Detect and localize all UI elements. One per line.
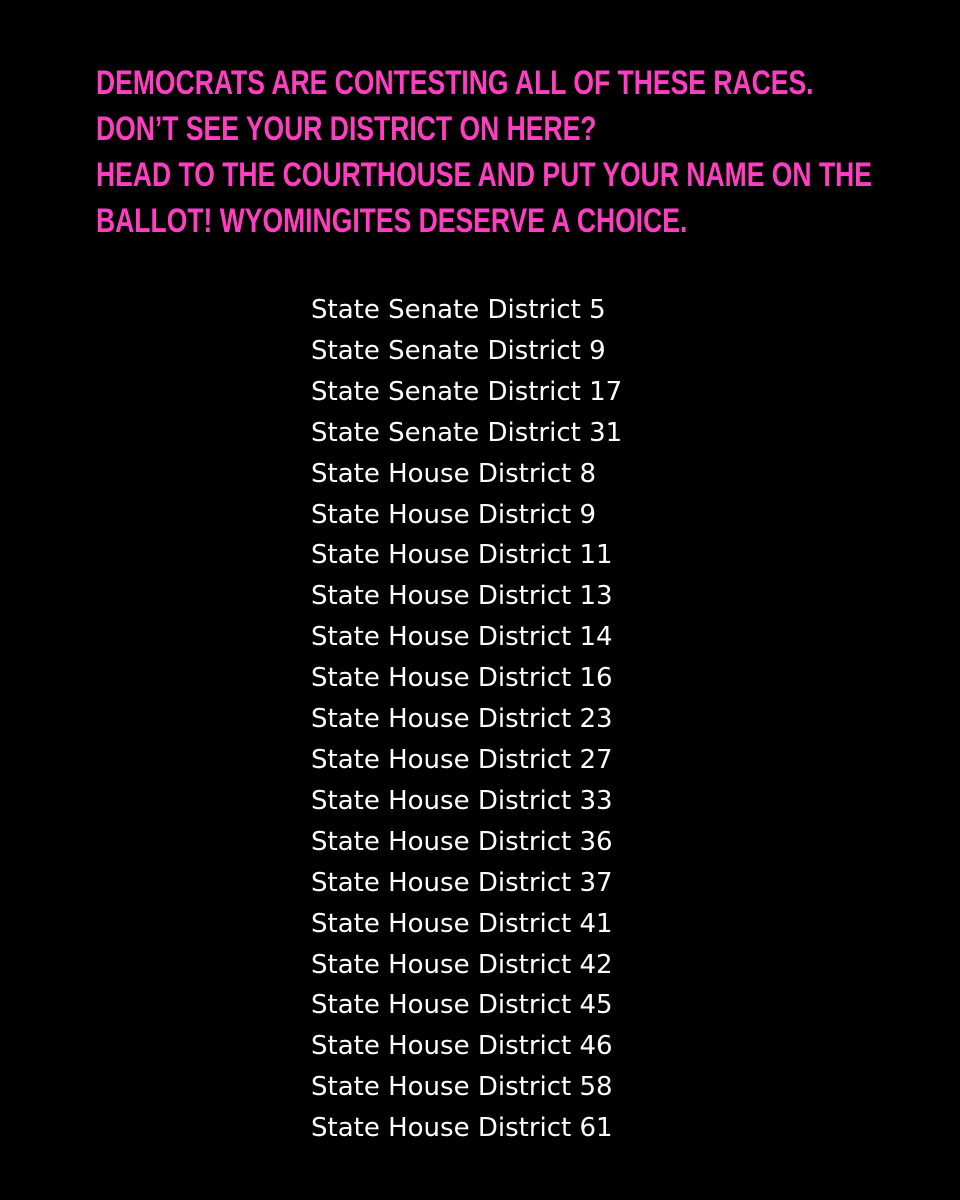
district-item: State Senate District 17: [311, 376, 623, 407]
district-item: State House District 46: [311, 1031, 613, 1062]
headline: [96, 60, 873, 244]
headline-line: HEAD TO THE COURTHOUSE AND PUT YOUR NAME ON THE: [96, 156, 873, 194]
district-item: State House District 16: [311, 663, 613, 694]
district-item: State Senate District 5: [311, 295, 606, 325]
district-item: State House District 8: [311, 458, 597, 489]
district-item: State Senate District 31: [311, 417, 623, 448]
district-item: State House District 42: [311, 949, 613, 980]
headline-line: DEMOCRATS ARE CONTESTING ALL OF THESE RACES.: [96, 64, 814, 102]
district-item: State House District 41: [311, 908, 613, 939]
headline-line: DON’T SEE YOUR DISTRICT ON HERE?: [96, 110, 597, 148]
district-item: State House District 11: [311, 540, 613, 571]
district-item: State House District 58: [311, 1072, 613, 1103]
district-item: State House District 45: [311, 990, 613, 1021]
district-item: State House District 23: [311, 704, 613, 735]
district-item: State House District 27: [311, 744, 613, 775]
district-item: State House District 13: [311, 581, 613, 612]
district-item: State House District 61: [311, 1113, 613, 1144]
headline-line: BALLOT! WYOMINGITES DESERVE A CHOICE.: [96, 202, 688, 240]
district-list: [311, 290, 622, 1149]
district-item: State House District 14: [311, 622, 613, 653]
district-item: State House District 36: [311, 826, 613, 857]
district-item: State House District 9: [311, 499, 597, 530]
district-item: State House District 33: [311, 785, 613, 816]
district-item: State Senate District 9: [311, 335, 606, 366]
district-item: State House District 37: [311, 867, 613, 898]
